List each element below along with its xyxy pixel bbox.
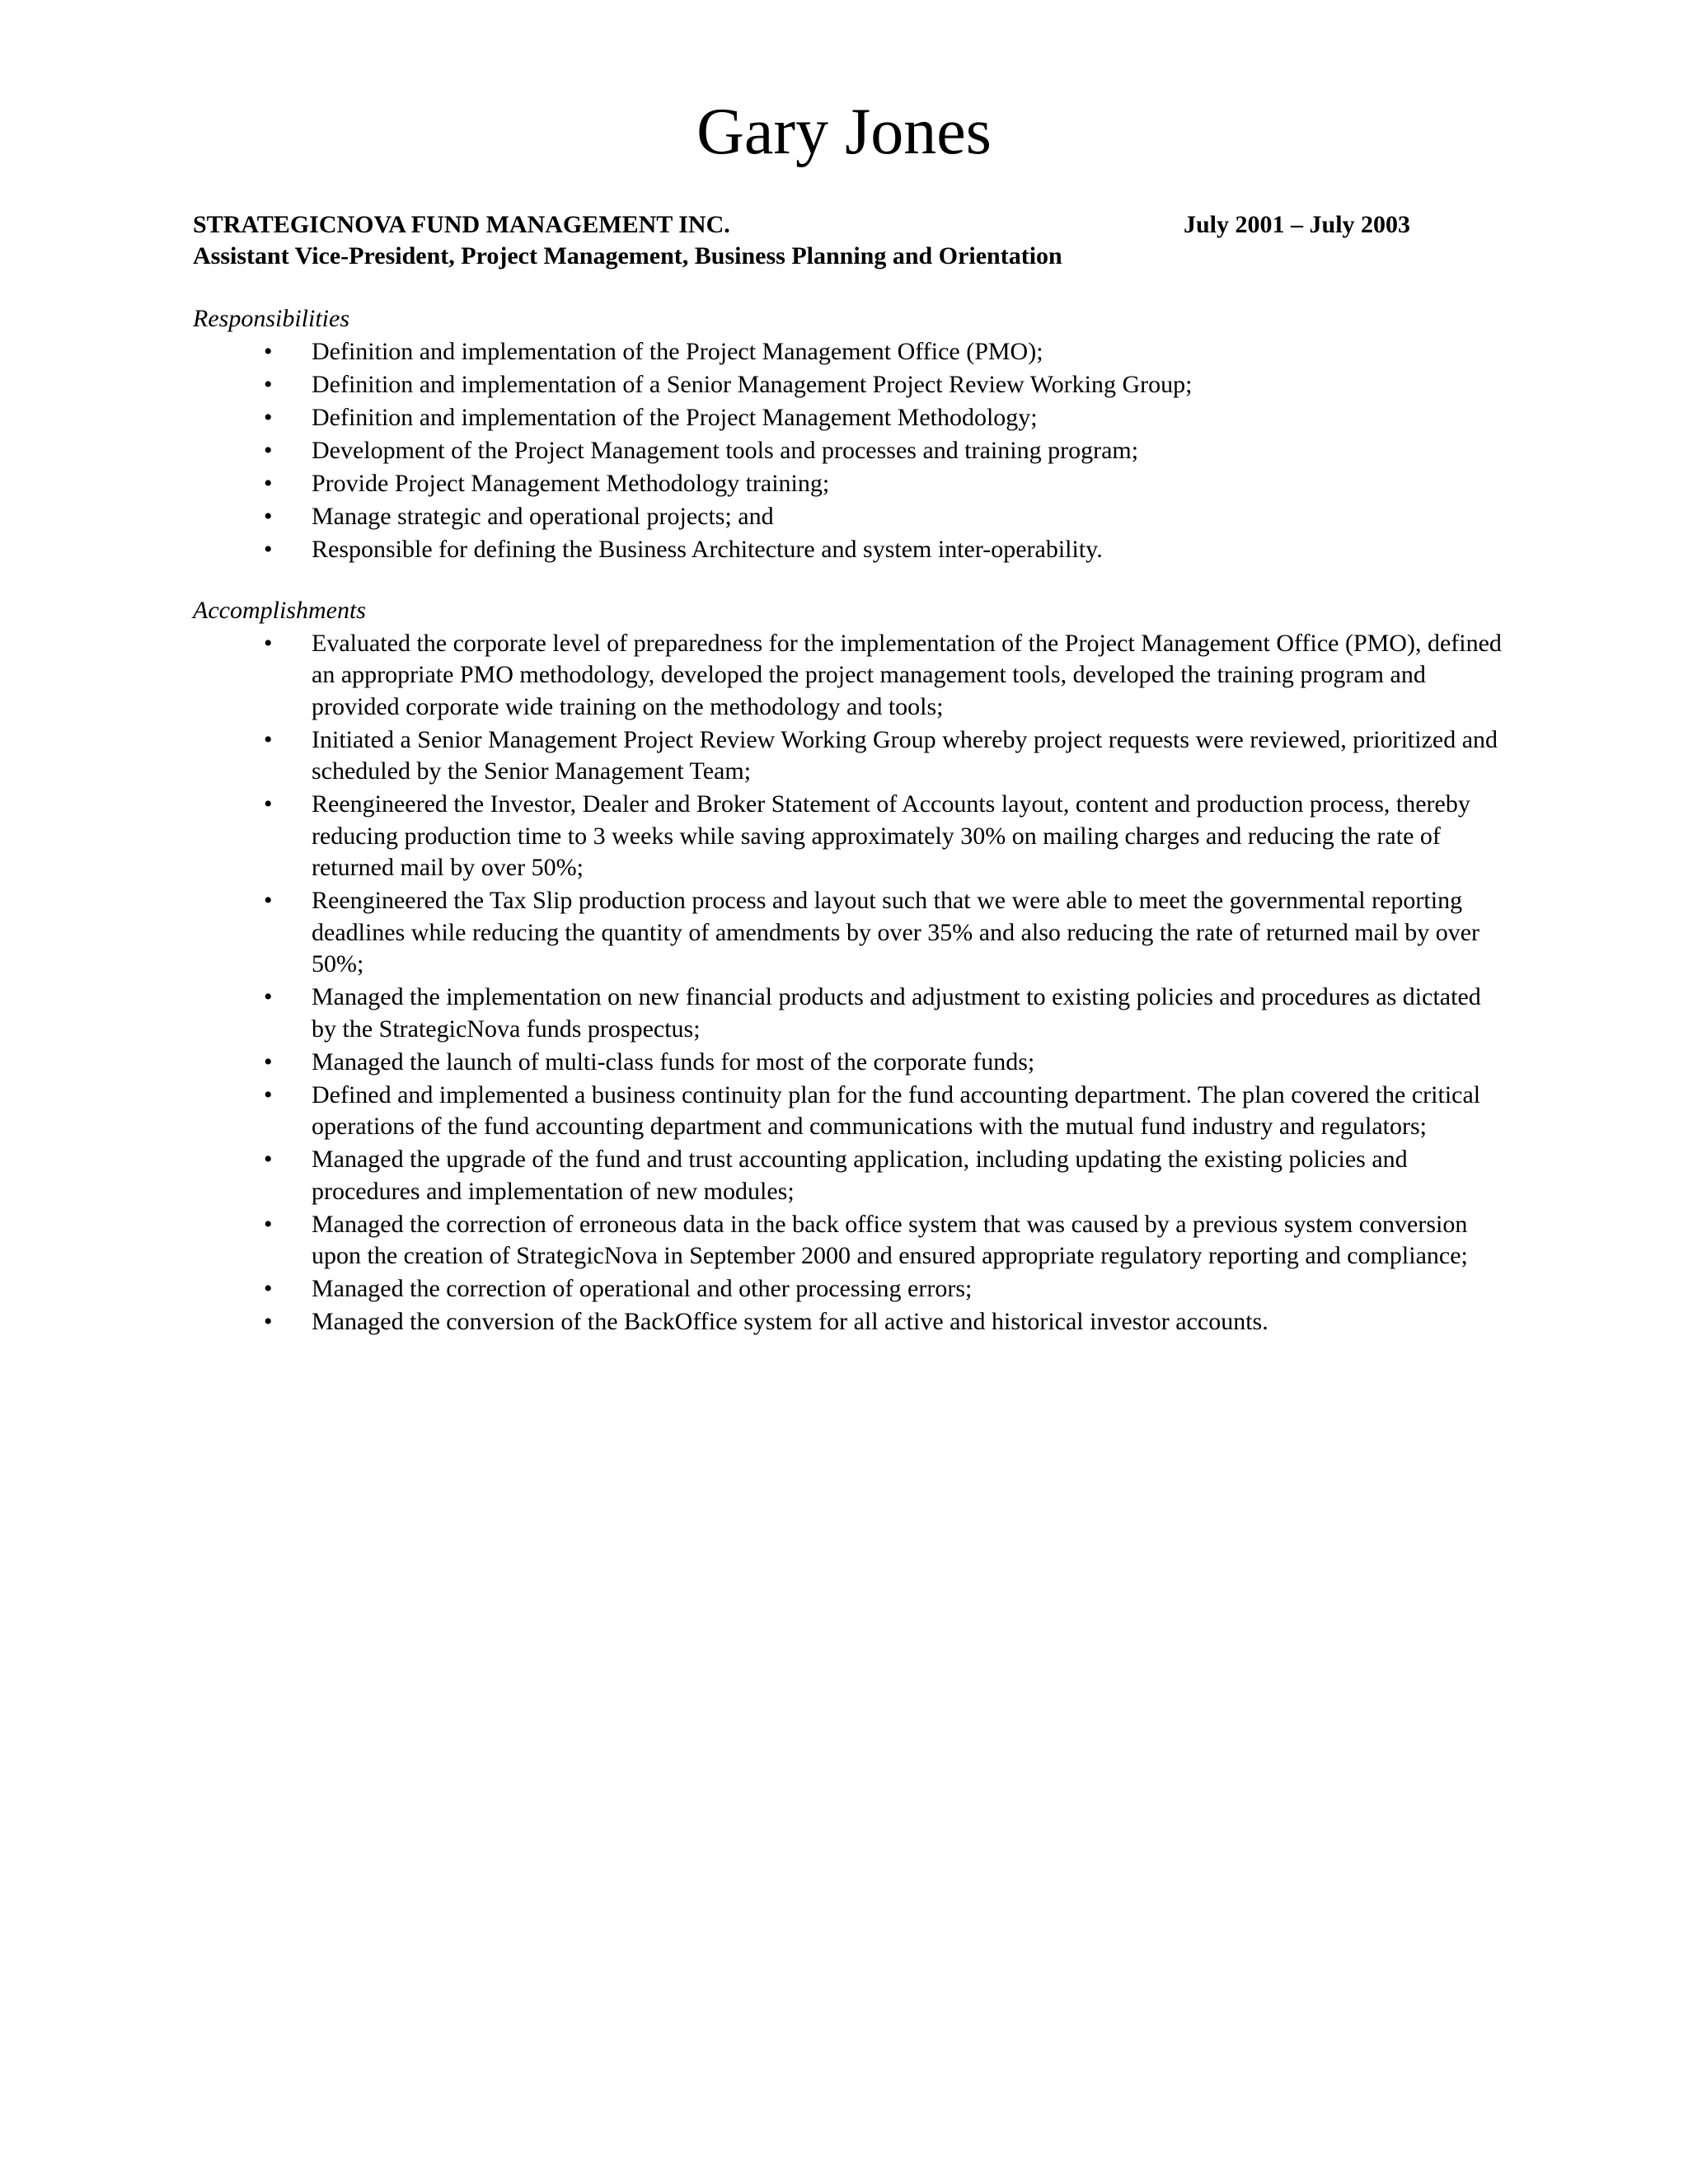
bullet-icon: • xyxy=(264,887,273,914)
bullet-icon: • xyxy=(264,1308,273,1335)
bullet-icon: • xyxy=(264,1080,273,1108)
list-item: • Responsible for defining the Business Architecture and system inter-operability. xyxy=(193,534,1503,566)
bullet-icon: • xyxy=(264,503,273,530)
bullet-icon: • xyxy=(264,338,273,365)
employment-dates: July 2001 – July 2003 xyxy=(1184,211,1411,238)
bullet-icon: • xyxy=(264,1275,273,1302)
list-item: • Reengineered the Tax Slip production process and layout such that we were able to meet the governmental reporting deadlines while reducing the quantity of amendments by over 35% and also reducing the rate of returned mail by over 50%; xyxy=(264,887,1480,977)
list-item: • Manage strategic and operational projects; and xyxy=(193,501,1503,533)
list-item: • Managed the upgrade of the fund and trust accounting application, including updating the existing policies and procedures and implementation of new modules; xyxy=(264,1146,1408,1205)
list-item: • Managed the correction of operational and other processing errors; xyxy=(193,1273,1503,1305)
list-item: • Provide Project Management Methodology training; xyxy=(193,468,1503,500)
accomplishments-heading: Accomplishments xyxy=(193,596,366,624)
bullet-icon: • xyxy=(264,983,273,1010)
bullet-icon: • xyxy=(264,371,273,398)
resume-content xyxy=(193,209,1503,1339)
list-item: • Development of the Project Management tools and processes and training program; xyxy=(193,435,1503,467)
bullet-icon: • xyxy=(264,725,273,753)
list-item: • Reengineered the Investor, Dealer and Broker Statement of Accounts layout, content and production process, thereby reducing production time to 3 weeks while saving approximately 30% on mailing charges and reducing the rate of returned mail by over 50%; xyxy=(264,790,1470,881)
bullet-icon: • xyxy=(264,437,273,464)
list-item: • Defined and implemented a business continuity plan for the fund accounting department. The plan covered the critical operations of the fund accounting department and communications with the mutual fund industry and regulators; xyxy=(264,1080,1481,1140)
list-item: • Managed the correction of erroneous data in the back office system that was caused by a previous system conversion upon the creation of StrategicNova in September 2000 and ensured appropriate regulatory reporting and compliance; xyxy=(264,1210,1468,1269)
employment-header xyxy=(193,209,1503,241)
bullet-icon: • xyxy=(264,790,273,818)
bullet-icon: • xyxy=(264,404,273,431)
resume-name: Gary Jones xyxy=(696,96,992,168)
bullet-icon: • xyxy=(264,470,273,497)
bullet-icon: • xyxy=(264,1210,273,1238)
list-item: • Definition and implementation of the Project Management Office (PMO); xyxy=(193,336,1503,368)
list-item: • Definition and implementation of the Project Management Methodology; xyxy=(193,402,1503,434)
company-name: STRATEGICNOVA FUND MANAGEMENT INC. xyxy=(193,211,730,238)
list-item: • Managed the launch of multi-class funds for most of the corporate funds; xyxy=(193,1047,1503,1079)
list-item: • Managed the implementation on new financial products and adjustment to existing policies and procedures as dictated by the StrategicNova funds prospectus; xyxy=(264,983,1481,1043)
list-item: • Definition and implementation of a Senior Management Project Review Working Group; xyxy=(193,369,1503,401)
accomplishments-list xyxy=(193,628,1503,1338)
bullet-icon: • xyxy=(264,1146,273,1173)
responsibilities-list xyxy=(193,336,1503,566)
bullet-icon: • xyxy=(264,1047,273,1076)
bullet-icon: • xyxy=(264,629,273,657)
list-item: • Initiated a Senior Management Project Review Working Group whereby project requests were reviewed, prioritized and scheduled by the Senior Management Team; xyxy=(264,725,1498,785)
list-item: • Managed the conversion of the BackOffice system for all active and historical investor accounts. xyxy=(193,1306,1503,1338)
job-title: Assistant Vice-President, Project Management, Business Planning and Orientation xyxy=(193,242,1062,269)
list-item: • Evaluated the corporate level of preparedness for the implementation of the Project Management Office (PMO), defined an appropriate PMO methodology, developed the project management tools, developed the training program and provided corporate wide training on the methodology and tools; xyxy=(264,629,1502,720)
responsibilities-heading: Responsibilities xyxy=(193,305,349,332)
bullet-icon: • xyxy=(264,536,273,563)
